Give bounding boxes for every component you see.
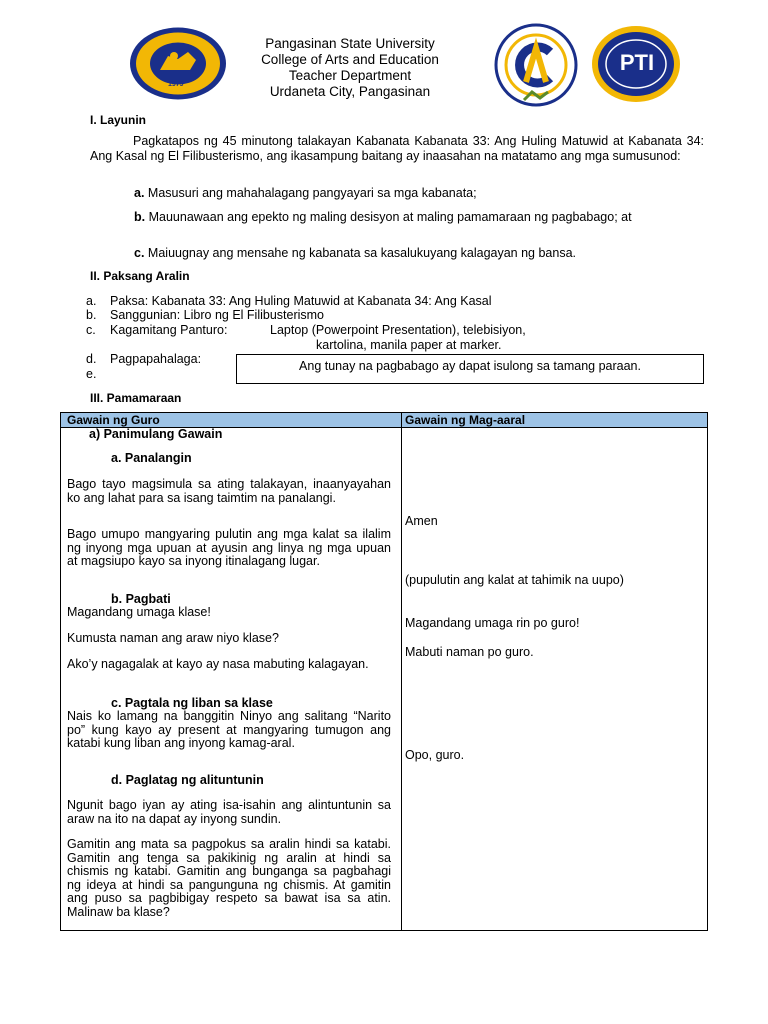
guro-p3: Magandang umaga klase! <box>67 605 211 619</box>
column-divider <box>401 413 402 930</box>
university-name: Pangasinan State University <box>265 36 435 51</box>
paglatag-heading: d. Paglatag ng alituntunin <box>111 773 264 787</box>
paksa-item-b-letter: b. <box>86 308 97 322</box>
guro-p2: Bago umupo mangyaring pulutin ang mga kalat sa ilalim ng inyong mga upuan at ayusin ang linya ng mga upuan at magsiupo kayo sa inyong itinalagang lugar. <box>67 527 391 569</box>
guro-p7: Ngunit bago iyan ay ating isa-isahin ang alintuntunin sa araw na ito na dapat ay inyong sundin. <box>67 798 391 826</box>
paksa-heading: II. Paksang Aralin <box>90 269 190 283</box>
mag-aaral-r5: Opo, guro. <box>405 748 465 762</box>
guro-p4: Kumusta naman ang araw niyo klase? <box>67 631 279 645</box>
value-statement-box <box>236 354 704 384</box>
paksa-item-a-letter: a. <box>86 294 97 308</box>
objective-a <box>134 186 704 201</box>
paksa-item-a-text: Paksa: Kabanata 33: Ang Huling Matuwid at Kabanata 34: Ang Kasal <box>110 294 492 308</box>
pagbati-heading: b. Pagbati <box>111 592 171 606</box>
paksa-item-c-label: Kagamitang Panturo: <box>110 323 228 337</box>
cae-logo <box>488 22 584 108</box>
pagtala-heading: c. Pagtala ng liban sa klase <box>111 696 273 710</box>
guro-p1: Bago tayo magsimula sa ating talakayan, inaanyayahan ko ang lahat para sa isang taimtim na panalangi. <box>67 477 391 505</box>
layunin-intro: Pagkatapos ng 45 minutong talakayan Kabanata Kabanata 33: Ang Huling Matuwid at Kabanata 34: Ang Kasal ng El Filibusterismo, ang ikasampung baitang ay inaasahan na matatamo ang mga sumusunod: <box>90 134 704 163</box>
paksa-item-c-letter: c. <box>86 323 96 337</box>
paksa-item-d-letter: d. <box>86 352 97 366</box>
objective-b <box>134 210 706 225</box>
col-guro-header: Gawain ng Guro <box>67 413 160 427</box>
objective-b-letter: b. <box>134 210 146 224</box>
guro-p8: Gamitin ang mata sa pagpokus sa aralin hindi sa katabi. Gamitin ang tenga sa pakikinig ng aralin at hindi sa chismis ng katabi. Gamitin ang bunganga sa pagbahagi ng ideya at hindi sa pangunguna ng chismis. At gamitin ang puso sa pagbibigay respeto sa bawat isa sa atin. Malinaw ba klase? <box>67 837 391 919</box>
layunin-heading: I. Layunin <box>90 113 147 127</box>
objective-c <box>134 246 704 261</box>
guro-p5: Ako’y nagagalak at kayo ay nasa mabuting kalagayan. <box>67 657 369 671</box>
paksa-item-e-letter: e. <box>86 367 97 381</box>
pti-logo <box>590 24 682 104</box>
objective-c-text: Maiuugnay ang mensahe ng kabanata sa kasalukuyang kalagayan ng bansa. <box>147 246 577 260</box>
pti-logo-text: PTI <box>619 50 655 75</box>
mag-aaral-r2: (pupulutin ang kalat at tahimik na uupo) <box>405 573 624 587</box>
location: Urdaneta City, Pangasinan <box>269 84 431 99</box>
objective-a-text: Masusuri ang mahahalagang pangyayari sa mga kabanata; <box>147 186 477 200</box>
paksa-item-b-text: Sanggunian: Libro ng El Filibusterismo <box>110 308 325 322</box>
college-name: College of Arts and Education <box>261 52 439 67</box>
paksa-item-d-label: Pagpapahalaga: <box>110 352 202 366</box>
paksa-item-c-text2: kartolina, manila paper at marker. <box>316 338 502 352</box>
pamamaraan-table <box>60 412 708 931</box>
mag-aaral-r1: Amen <box>405 514 438 528</box>
objective-b-text: Mauunawaan ang epekto ng maling desisyon at maling pamamaraan ng pagbabago; at <box>148 210 632 224</box>
paksa-item-c-text: Laptop (Powerpoint Presentation), telebisiyon, <box>270 323 526 337</box>
psu-seal-year: 1979 <box>168 81 184 88</box>
value-statement: Ang tunay na pagbabago ay dapat isulong sa tamang paraan. <box>299 359 641 373</box>
mag-aaral-r3: Magandang umaga rin po guro! <box>405 616 580 630</box>
pamamaraan-heading: III. Pamamaraan <box>90 391 182 405</box>
panimula-heading: a) Panimulang Gawain <box>89 427 223 441</box>
objective-c-letter: c. <box>134 246 145 260</box>
objective-a-letter: a. <box>134 186 145 200</box>
mag-aaral-r4: Mabuti naman po guro. <box>405 645 534 659</box>
col-mag-aaral-header: Gawain ng Mag-aaral <box>405 413 526 427</box>
panalangin-heading: a. Panalangin <box>111 451 192 465</box>
guro-p6: Nais ko lamang na banggitin Ninyo ang salitang “Narito po” kung kayo ay present at mangyaring tumugon ang katabi kung liban ang inyong kamag-aral. <box>67 709 391 751</box>
department-name: Teacher Department <box>288 68 412 83</box>
